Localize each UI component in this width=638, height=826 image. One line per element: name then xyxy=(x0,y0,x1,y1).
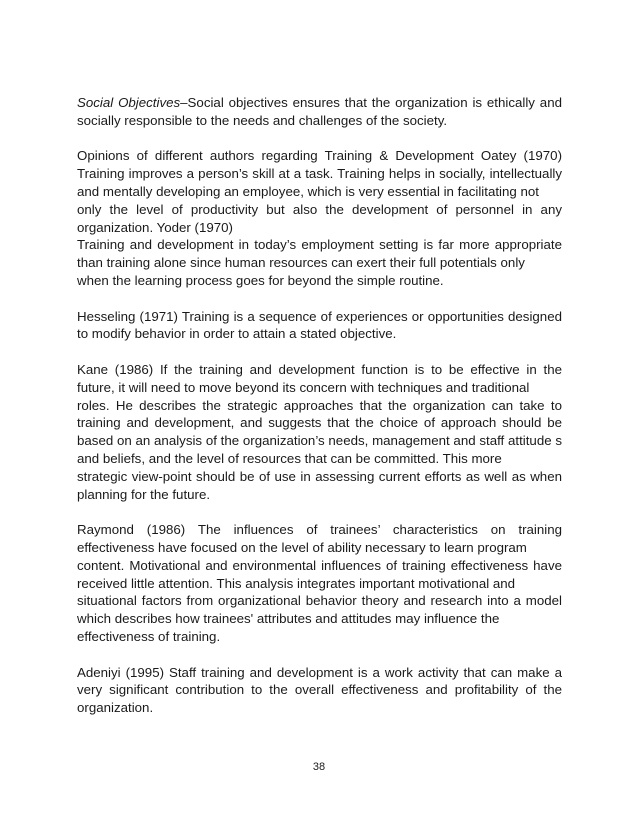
text-line: situational factors from organizational behavior theory and research into a model xyxy=(77,593,562,609)
text-line: Training improves a person’s skill at a task. Training helps in socially, intellectually xyxy=(77,166,562,182)
text-line: received little attention. This analysis integrates important motivational and xyxy=(77,575,516,591)
text-line: Adeniyi (1995) Staff training and development is a work activity that can make a xyxy=(77,664,562,680)
text-line: roles. He describes the strategic approaches that the organization can take to xyxy=(77,397,562,413)
text-line: which describes how trainees' attributes and attitudes may influence the xyxy=(77,611,500,627)
text-line: very significant contribution to the overall effectiveness and profitability of the xyxy=(77,682,562,698)
paragraph-social-objectives xyxy=(77,94,562,130)
text-line: organization. Yoder (1970) xyxy=(77,219,233,235)
paragraph-opinions xyxy=(77,147,562,289)
text-line: Kane (1986) If the training and development function is to be effective in the xyxy=(77,361,562,377)
text-line: Opinions of different authors regarding Training & Development Oatey (1970) xyxy=(77,148,562,164)
text-line: planning for the future. xyxy=(77,486,211,502)
text-line: Training and development in today’s employment setting is far more appropriate xyxy=(77,237,562,253)
text-line: effectiveness of training. xyxy=(77,628,221,644)
text-line: training and development, and suggests that the choice of approach should be xyxy=(77,415,562,431)
text-line: strategic view-point should be of use in assessing current efforts as well as when xyxy=(77,468,562,484)
text-line: effectiveness have focused on the level of ability necessary to learn program xyxy=(77,539,527,555)
text-line: content. Motivational and environmental influences of training effectiveness have xyxy=(77,557,562,573)
text-line: Raymond (1986) The influences of trainees’ characteristics on training xyxy=(77,522,562,538)
text-line: and mentally developing an employee, which is very essential in facilitating not xyxy=(77,183,539,199)
text-line: when the learning process goes for beyond the simple routine. xyxy=(77,272,444,288)
text-line: and beliefs, and the level of resources that can be committed. This more xyxy=(77,450,502,466)
text-line: to modify behavior in order to attain a stated objective. xyxy=(77,326,397,342)
paragraph-hesseling xyxy=(77,308,562,344)
paragraph-kane xyxy=(77,361,562,503)
text-line: than training alone since human resources can exert their full potentials only xyxy=(77,255,525,271)
text-line: based on an analysis of the organization’s needs, management and staff attitude s xyxy=(77,433,562,449)
paragraph-raymond xyxy=(77,521,562,646)
text-line: only the level of productivity but also the development of personnel in any xyxy=(77,201,562,217)
text-line: Hesseling (1971) Training is a sequence of experiences or opportunities designed xyxy=(77,308,562,324)
text-line: socially responsible to the needs and challenges of the society. xyxy=(77,112,448,128)
page-number: 38 xyxy=(312,761,326,773)
italic-term: Social Objectives xyxy=(77,95,181,110)
paragraph-adeniyi xyxy=(77,664,562,717)
text-line: future, it will need to move beyond its concern with techniques and traditional xyxy=(77,379,530,395)
text-line: Social Objectives–Social objectives ensures that the organization is ethically and xyxy=(77,95,562,110)
text-line: organization. xyxy=(77,700,154,716)
document-body xyxy=(77,94,562,717)
